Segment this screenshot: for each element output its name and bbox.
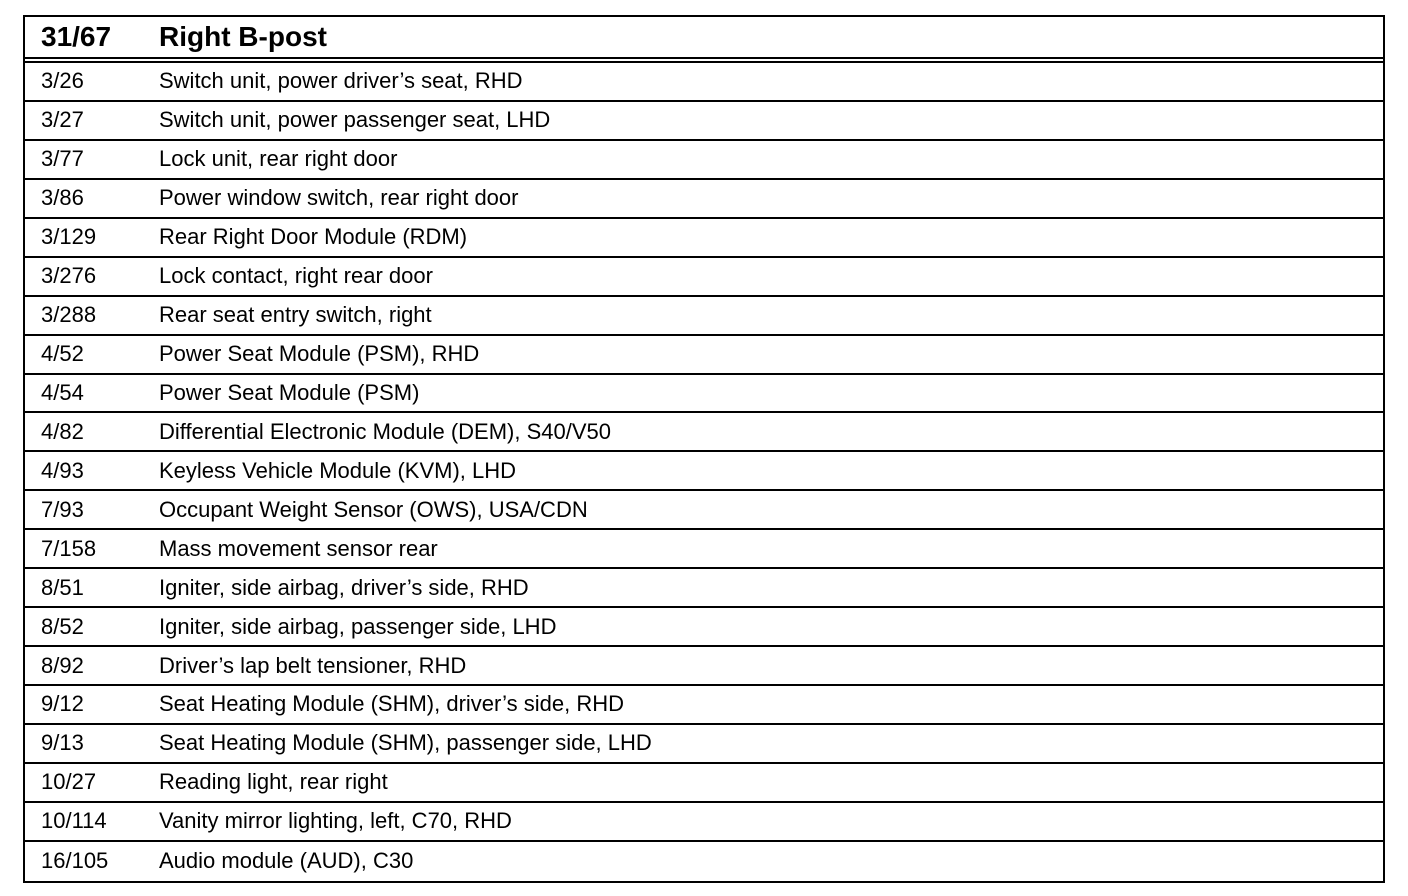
row-code: 8/51 [41,574,84,600]
row-code: 3/26 [41,68,84,94]
row-description: Switch unit, power driver’s seat, RHD [159,68,523,94]
row-code: 4/82 [41,418,84,444]
row-description: Igniter, side airbag, passenger side, LHD [159,613,557,639]
row-description: Power Seat Module (PSM), RHD [159,341,480,367]
row-description: Keyless Vehicle Module (KVM), LHD [159,457,517,483]
row-code: 4/52 [41,341,84,367]
row-code: 9/13 [41,730,84,756]
row-description: Rear seat entry switch, right [159,302,432,328]
row-description: Power Seat Module (PSM) [159,379,420,405]
row-code: 3/276 [41,263,97,289]
row-code: 7/158 [41,535,97,561]
row-code: 3/86 [41,185,84,211]
row-code: 3/27 [41,107,84,133]
header-title: Right B-post [159,21,327,52]
row-description: Vanity mirror lighting, left, C70, RHD [159,808,512,834]
table-row [25,491,1383,530]
row-description: Driver’s lap belt tensioner, RHD [159,652,467,678]
table-row [25,102,1383,141]
table-row [25,141,1383,180]
row-description: Switch unit, power passenger seat, LHD [159,107,551,133]
table-row [25,725,1383,764]
table-row [25,608,1383,647]
row-code: 3/129 [41,224,97,250]
component-table [23,15,1385,883]
row-description: Lock unit, rear right door [159,146,398,172]
row-description: Rear Right Door Module (RDM) [159,224,468,250]
row-code: 9/12 [41,691,84,717]
row-description: Seat Heating Module (SHM), driver’s side, RHD [159,691,625,717]
table-row [25,336,1383,375]
table-row [25,569,1383,608]
row-code: 8/92 [41,652,84,678]
row-code: 8/52 [41,613,84,639]
table-row [25,63,1383,102]
row-code: 3/288 [41,302,97,328]
table-header [25,17,1383,59]
table-row [25,180,1383,219]
row-code: 4/93 [41,457,84,483]
row-description: Occupant Weight Sensor (OWS), USA/CDN [159,496,588,522]
table-row [25,413,1383,452]
row-description: Differential Electronic Module (DEM), S40/V50 [159,418,612,444]
table-row [25,647,1383,686]
row-code: 16/105 [41,848,109,874]
row-code: 7/93 [41,496,84,522]
row-description: Igniter, side airbag, driver’s side, RHD [159,574,529,600]
table-row [25,219,1383,258]
table-row [25,530,1383,569]
row-code: 3/77 [41,146,84,172]
table-row [25,258,1383,297]
table-row [25,686,1383,725]
row-description: Power window switch, rear right door [159,185,519,211]
table-row [25,803,1383,842]
table-row [25,842,1383,881]
row-description: Seat Heating Module (SHM), passenger side, LHD [159,730,652,756]
row-code: 10/27 [41,769,97,795]
row-description: Audio module (AUD), C30 [159,848,414,874]
row-code: 10/114 [41,808,107,834]
table-row [25,297,1383,336]
row-description: Mass movement sensor rear [159,535,438,561]
row-code: 4/54 [41,379,84,405]
row-description: Reading light, rear right [159,769,388,795]
header-code: 31/67 [41,21,112,52]
table-body [25,63,1383,881]
table-row [25,764,1383,803]
table-row [25,452,1383,491]
row-description: Lock contact, right rear door [159,263,433,289]
table-row [25,375,1383,414]
